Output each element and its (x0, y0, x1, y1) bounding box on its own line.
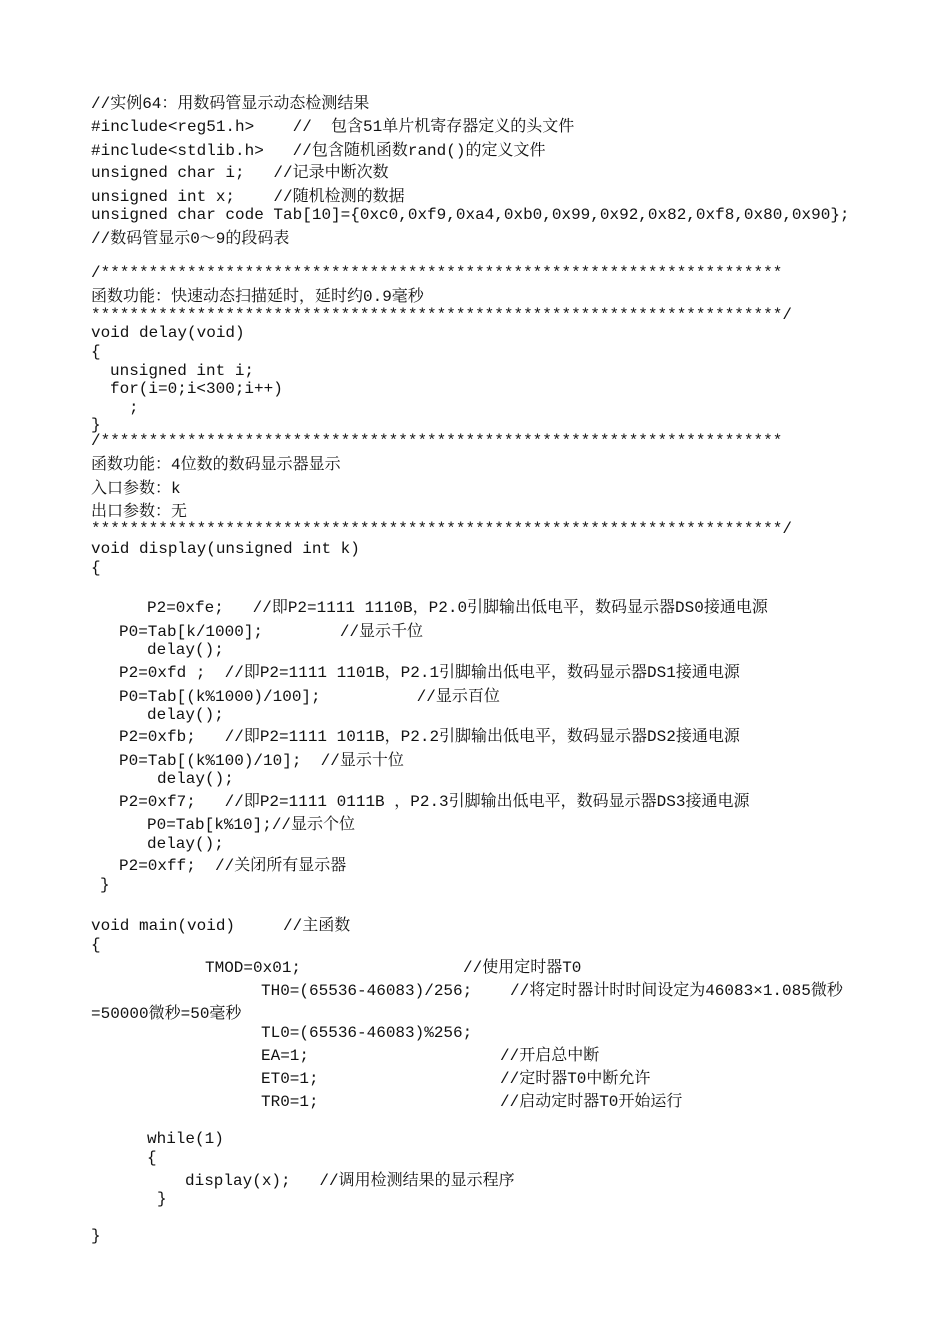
code-line: for(i=0;i<300;i++) (110, 380, 283, 398)
code-line: P0=Tab[k/1000]; //显示千位 (119, 623, 424, 641)
code-comment: //使用定时器T0 (463, 959, 582, 977)
code-comment: //开启总中断 (500, 1047, 600, 1065)
code-line: } (100, 876, 110, 894)
code-line: display(x); //调用检测结果的显示程序 (185, 1172, 515, 1190)
code-line: 出口参数：无 (91, 503, 188, 521)
code-line: { (91, 936, 101, 954)
comment-border: ************************************************************************/ (91, 520, 792, 538)
code-line: P2=0xfd ; //即P2=1111 1101B，P2.1引脚输出低电平，数码显示器DS1接通电源 (119, 664, 740, 682)
code-line: } (91, 1227, 101, 1245)
code-line: #include<reg51.h> // 包含51单片机寄存器定义的头文件 (91, 118, 575, 136)
code-line: ET0=1; (261, 1070, 319, 1088)
code-line: unsigned char code Tab[10]={0xc0,0xf9,0xa4,0xb0,0x99,0x92,0x82,0xf8,0x80,0x90}; (91, 206, 850, 224)
code-line: while(1) (147, 1130, 224, 1148)
code-line: unsigned int x; //随机检测的数据 (91, 188, 405, 206)
code-line: P0=Tab[(k%1000)/100]; //显示百位 (119, 688, 500, 706)
code-comment: //定时器T0中断允许 (500, 1070, 651, 1088)
comment-border: ************************************************************************/ (91, 306, 792, 324)
code-line: ; (129, 399, 139, 417)
code-line: unsigned int i; (110, 362, 255, 380)
code-line: //数码管显示0～9的段码表 (91, 230, 290, 248)
code-line: delay(); (157, 770, 234, 788)
code-line: delay(); (147, 835, 224, 853)
code-line: P0=Tab[k%10];//显示个位 (147, 816, 356, 834)
code-line: P2=0xf7; //即P2=1111 0111B ，P2.3引脚输出低电平，数码显示器DS3接通电源 (119, 793, 750, 811)
code-line: 入口参数：k (91, 480, 181, 498)
code-line: } (91, 416, 101, 434)
code-line: P2=0xfb; //即P2=1111 1011B，P2.2引脚输出低电平，数码显示器DS2接通电源 (119, 728, 740, 746)
code-line: EA=1; (261, 1047, 310, 1065)
code-line: } (157, 1190, 167, 1208)
comment-border: /*********************************************************************** (91, 264, 783, 282)
code-line: P2=0xff; //关闭所有显示器 (119, 857, 347, 875)
code-line: 函数功能：4位数的数码显示器显示 (91, 456, 341, 474)
code-line: TH0=(65536-46083)/256; (261, 982, 473, 1000)
code-line: TL0=(65536-46083)%256; (261, 1024, 473, 1042)
code-line: { (91, 343, 101, 361)
code-line: void display(unsigned int k) (91, 540, 360, 558)
code-line: void delay(void) (91, 324, 245, 342)
code-line: P0=Tab[(k%100)/10]; //显示十位 (119, 752, 404, 770)
code-line: TMOD=0x01; (205, 959, 302, 977)
comment-border: /*********************************************************************** (91, 432, 783, 450)
code-line: 函数功能：快速动态扫描延时，延时约0.9毫秒 (91, 288, 424, 306)
code-line: delay(); (147, 641, 224, 659)
code-line: void main(void) //主函数 (91, 917, 351, 935)
code-line: unsigned char i; //记录中断次数 (91, 164, 389, 182)
code-line: { (147, 1149, 157, 1167)
code-line: =50000微秒=50毫秒 (91, 1005, 242, 1023)
code-comment: //启动定时器T0开始运行 (500, 1093, 683, 1111)
code-line: //实例64：用数码管显示动态检测结果 (91, 95, 370, 113)
code-line: { (91, 559, 101, 577)
code-line: P2=0xfe; //即P2=1111 1110B，P2.0引脚输出低电平，数码显示器DS0接通电源 (147, 599, 768, 617)
code-comment: //将定时器计时时间设定为46083×1.085微秒 (510, 982, 843, 1000)
code-line: #include<stdlib.h> //包含随机函数rand()的定义文件 (91, 142, 546, 160)
code-line: delay(); (147, 706, 224, 724)
code-line: TR0=1; (261, 1093, 319, 1111)
